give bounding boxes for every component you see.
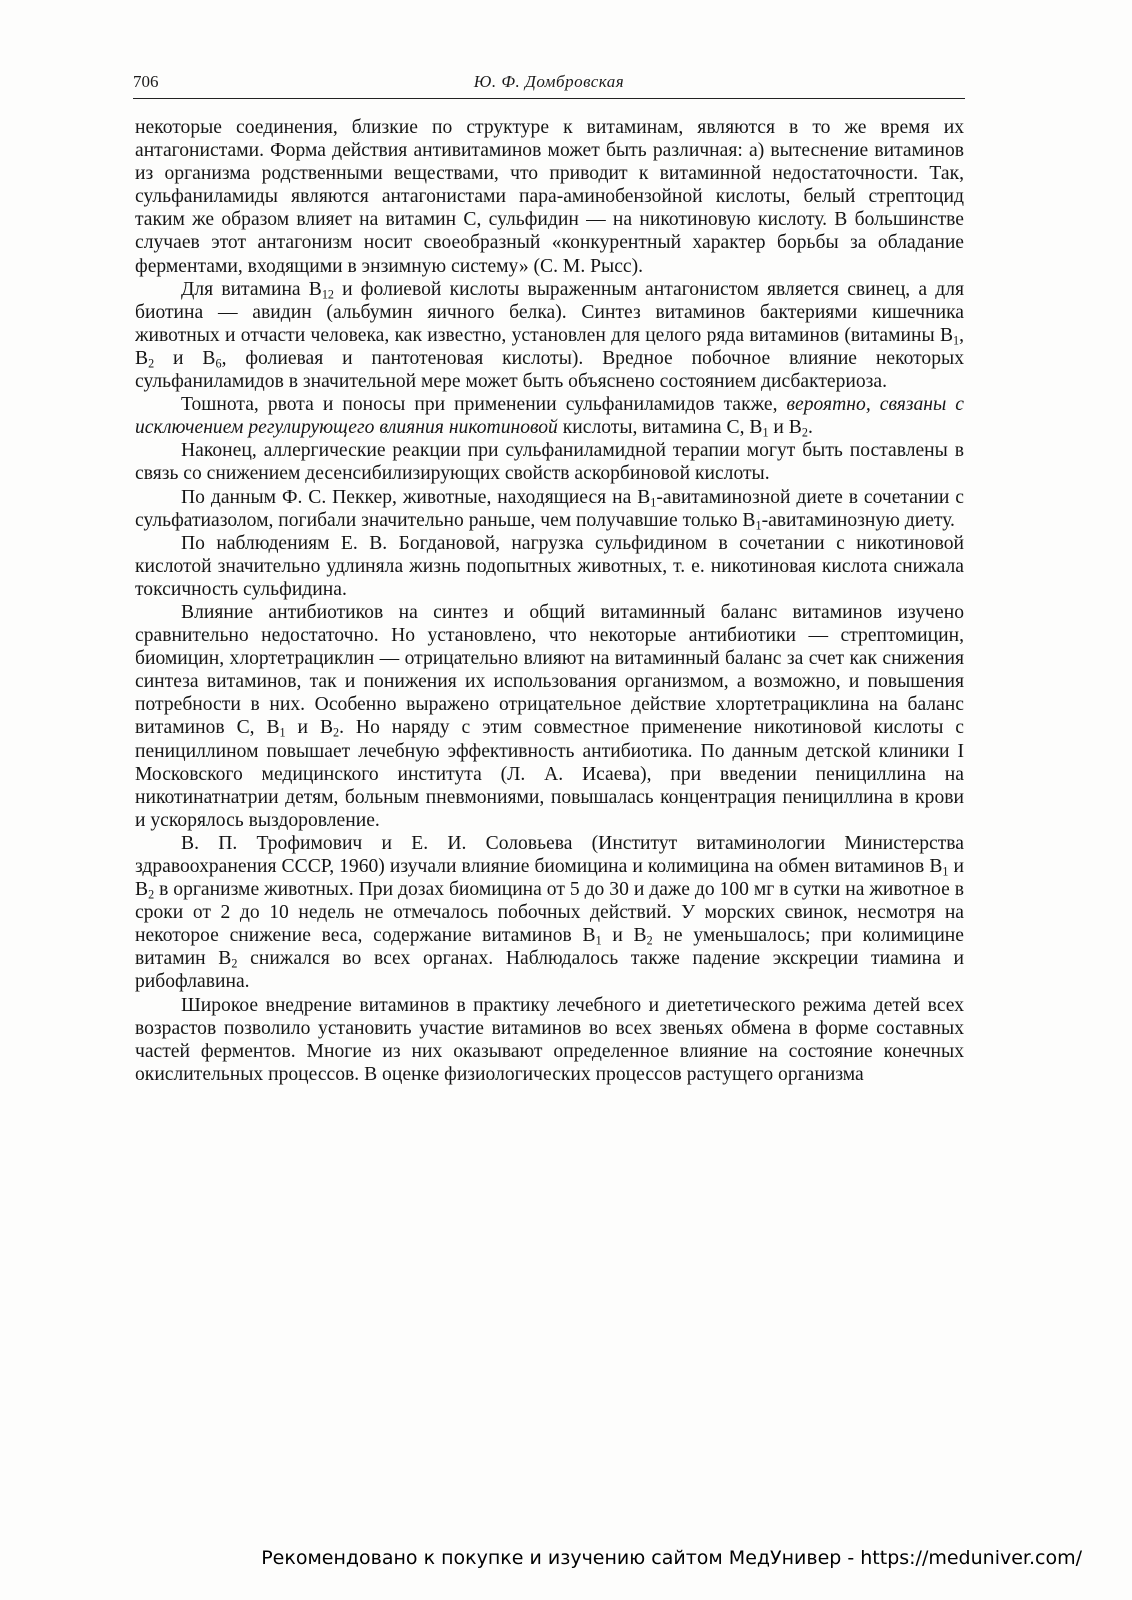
text-run: и В bbox=[154, 347, 216, 369]
text-run: . Но наряду с этим совместное применение никотиновой кислоты с пенициллином повышает лечебную эффективность антибиотика. По данным детской клиники I Московского медицинского института (Л. А. Исаева), при введении пенициллина на никотинатнатрии детям, больным пневмониями, повышалась концентрация пенициллина в крови и ускорялось выздоровление. bbox=[135, 717, 964, 831]
text-run: , В bbox=[135, 324, 964, 369]
text-run: -авитаминозную диету. bbox=[761, 509, 955, 531]
paragraph bbox=[135, 393, 964, 439]
text-run: По данным Ф. С. Пеккер, животные, находящиеся на В bbox=[181, 486, 651, 508]
text-run: , фолиевая и пантотеновая кислоты). Вредное побочное влияние некоторых сульфаниламидов в значительной мере может быть объяснено состоянием дисбактериоза. bbox=[135, 347, 964, 393]
text-run: Для витамина В bbox=[181, 278, 322, 300]
paragraph bbox=[135, 601, 964, 832]
text-run: и фолиевой кислоты выраженным антагонистом является свинец, а для биотина — авидин (альбумин яичного белка). Синтез витаминов бактериями кишечника животных и отчасти человека, как известно, установлен для целого ряда витаминов (витамины В bbox=[135, 278, 964, 346]
paragraph bbox=[135, 832, 964, 994]
paragraph bbox=[135, 994, 964, 1086]
text-run: не уменьшалось; при колимицине витамин В bbox=[135, 925, 964, 970]
subscript: 1 bbox=[762, 425, 769, 440]
subscript: 2 bbox=[148, 887, 155, 902]
text-run: Влияние антибиотиков на синтез и общий витаминный баланс витаминов изучено сравнительно недостаточно. Но установлено, что некоторые антибиотики — стрептомицин, биомицин, хлортетрациклин — отрицательно влияют на витаминный баланс за счет как снижения синтеза витаминов, так и понижения их использования организмом, а возможно, и повышения потребности в них. Особенно выражено отрицательное действие хлортетрациклина на баланс витаминов С, В bbox=[135, 601, 964, 739]
text-run: В. П. Трофимович и Е. И. Соловьева (Институт витаминологии Министерства здравоохранения СССР, 1960) изучали влияние биомицина и колимицина на обмен витаминов В bbox=[135, 832, 964, 877]
subscript: 2 bbox=[801, 425, 808, 440]
paragraph bbox=[135, 532, 964, 601]
text-run: По наблюдениям Е. В. Богдановой, нагрузка сульфидином в сочетании с никотиновой кислотой значительно удлиняла жизнь подопытных животных, т. е. никотиновая кислота снижала токсичность сульфидина. bbox=[135, 532, 964, 600]
text-run: в организме животных. При дозах биомицина от 5 до 30 и даже до 100 мг в сутки на животное в сроки от 2 до 10 недель не отмечалось побочных действий. У морских свинок, несмотря на некоторое снижение веса, содержание витаминов В bbox=[135, 879, 964, 947]
subscript: 2 bbox=[333, 725, 340, 740]
paragraph bbox=[135, 439, 964, 485]
subscript: 2 bbox=[148, 356, 155, 371]
paragraph bbox=[135, 116, 964, 278]
italic-run: вероятно, связаны с исключением регулирующего влияния никотиновой bbox=[135, 394, 964, 439]
text-run: кислоты, витамина С, В bbox=[557, 417, 763, 439]
text-run: и В bbox=[601, 925, 647, 947]
page-number: 706 bbox=[133, 72, 159, 91]
header-rule bbox=[133, 98, 965, 99]
text-run: Тошнота, рвота и поносы при применении сульфаниламидов также, bbox=[181, 394, 787, 416]
subscript: 1 bbox=[953, 333, 960, 348]
subscript: 12 bbox=[321, 287, 334, 302]
footer-recommendation-link[interactable]: Рекомендовано к покупке и изучению сайтом МедУнивер - https://meduniver.com/ bbox=[261, 1547, 1082, 1569]
paragraph bbox=[135, 486, 964, 532]
text-run: . bbox=[807, 417, 813, 439]
text-run: снижался во всех органах. Наблюдалось также падение экскреции тиамина и рибофлавина. bbox=[135, 948, 964, 993]
subscript: 6 bbox=[215, 356, 222, 371]
text-run: некоторые соединения, близкие по структуре к витаминам, являются в то же время их антагонистами. Форма действия антивитаминов может быть различная: а) вытеснение витаминов из организма родственными веществами, что приводит к витаминной недостаточности. Так, сульфаниламиды являются антагонистами пара-аминобензойной кислоты, белый стрептоцид таким же образом влияет на витамин С, сульфидин — на никотиновую кислоту. В большинстве случаев этот антагонизм носит своеобразный «конкурентный характер борьбы за обладание ферментами, входящими в энзимную систему» (С. М. Рысс). bbox=[135, 117, 964, 277]
paragraph bbox=[135, 278, 964, 393]
subscript: 2 bbox=[646, 933, 653, 948]
subscript: 1 bbox=[595, 933, 602, 948]
subscript: 1 bbox=[755, 517, 762, 532]
text-run: и В bbox=[768, 417, 802, 439]
body-text bbox=[135, 116, 964, 1416]
text-run: и В bbox=[135, 856, 964, 901]
subscript: 2 bbox=[231, 956, 238, 971]
subscript: 1 bbox=[279, 725, 286, 740]
running-title-author: Ю. Ф. Домбровская bbox=[473, 72, 625, 91]
running-header bbox=[133, 72, 965, 100]
subscript: 1 bbox=[650, 494, 657, 509]
text-run: -авитаминозной диете в сочетании с сульфатиазолом, погибали значительно раньше, чем получавшие только В bbox=[135, 486, 964, 531]
text-run: Наконец, аллергические реакции при сульфаниламидной терапии могут быть поставлены в связь со снижением десенсибилизирующих свойств аскорбиновой кислоты. bbox=[135, 440, 964, 485]
text-run: Широкое внедрение витаминов в практику лечебного и диететического режима детей всех возрастов позволило установить участие витаминов во всех звеньях обмена в форме составных частей ферментов. Многие из них оказывают определенное влияние на состояние конечных окислительных процессов. В оценке физиологических процессов растущего организма bbox=[135, 994, 964, 1085]
subscript: 1 bbox=[942, 864, 949, 879]
text-run: и В bbox=[285, 717, 334, 739]
